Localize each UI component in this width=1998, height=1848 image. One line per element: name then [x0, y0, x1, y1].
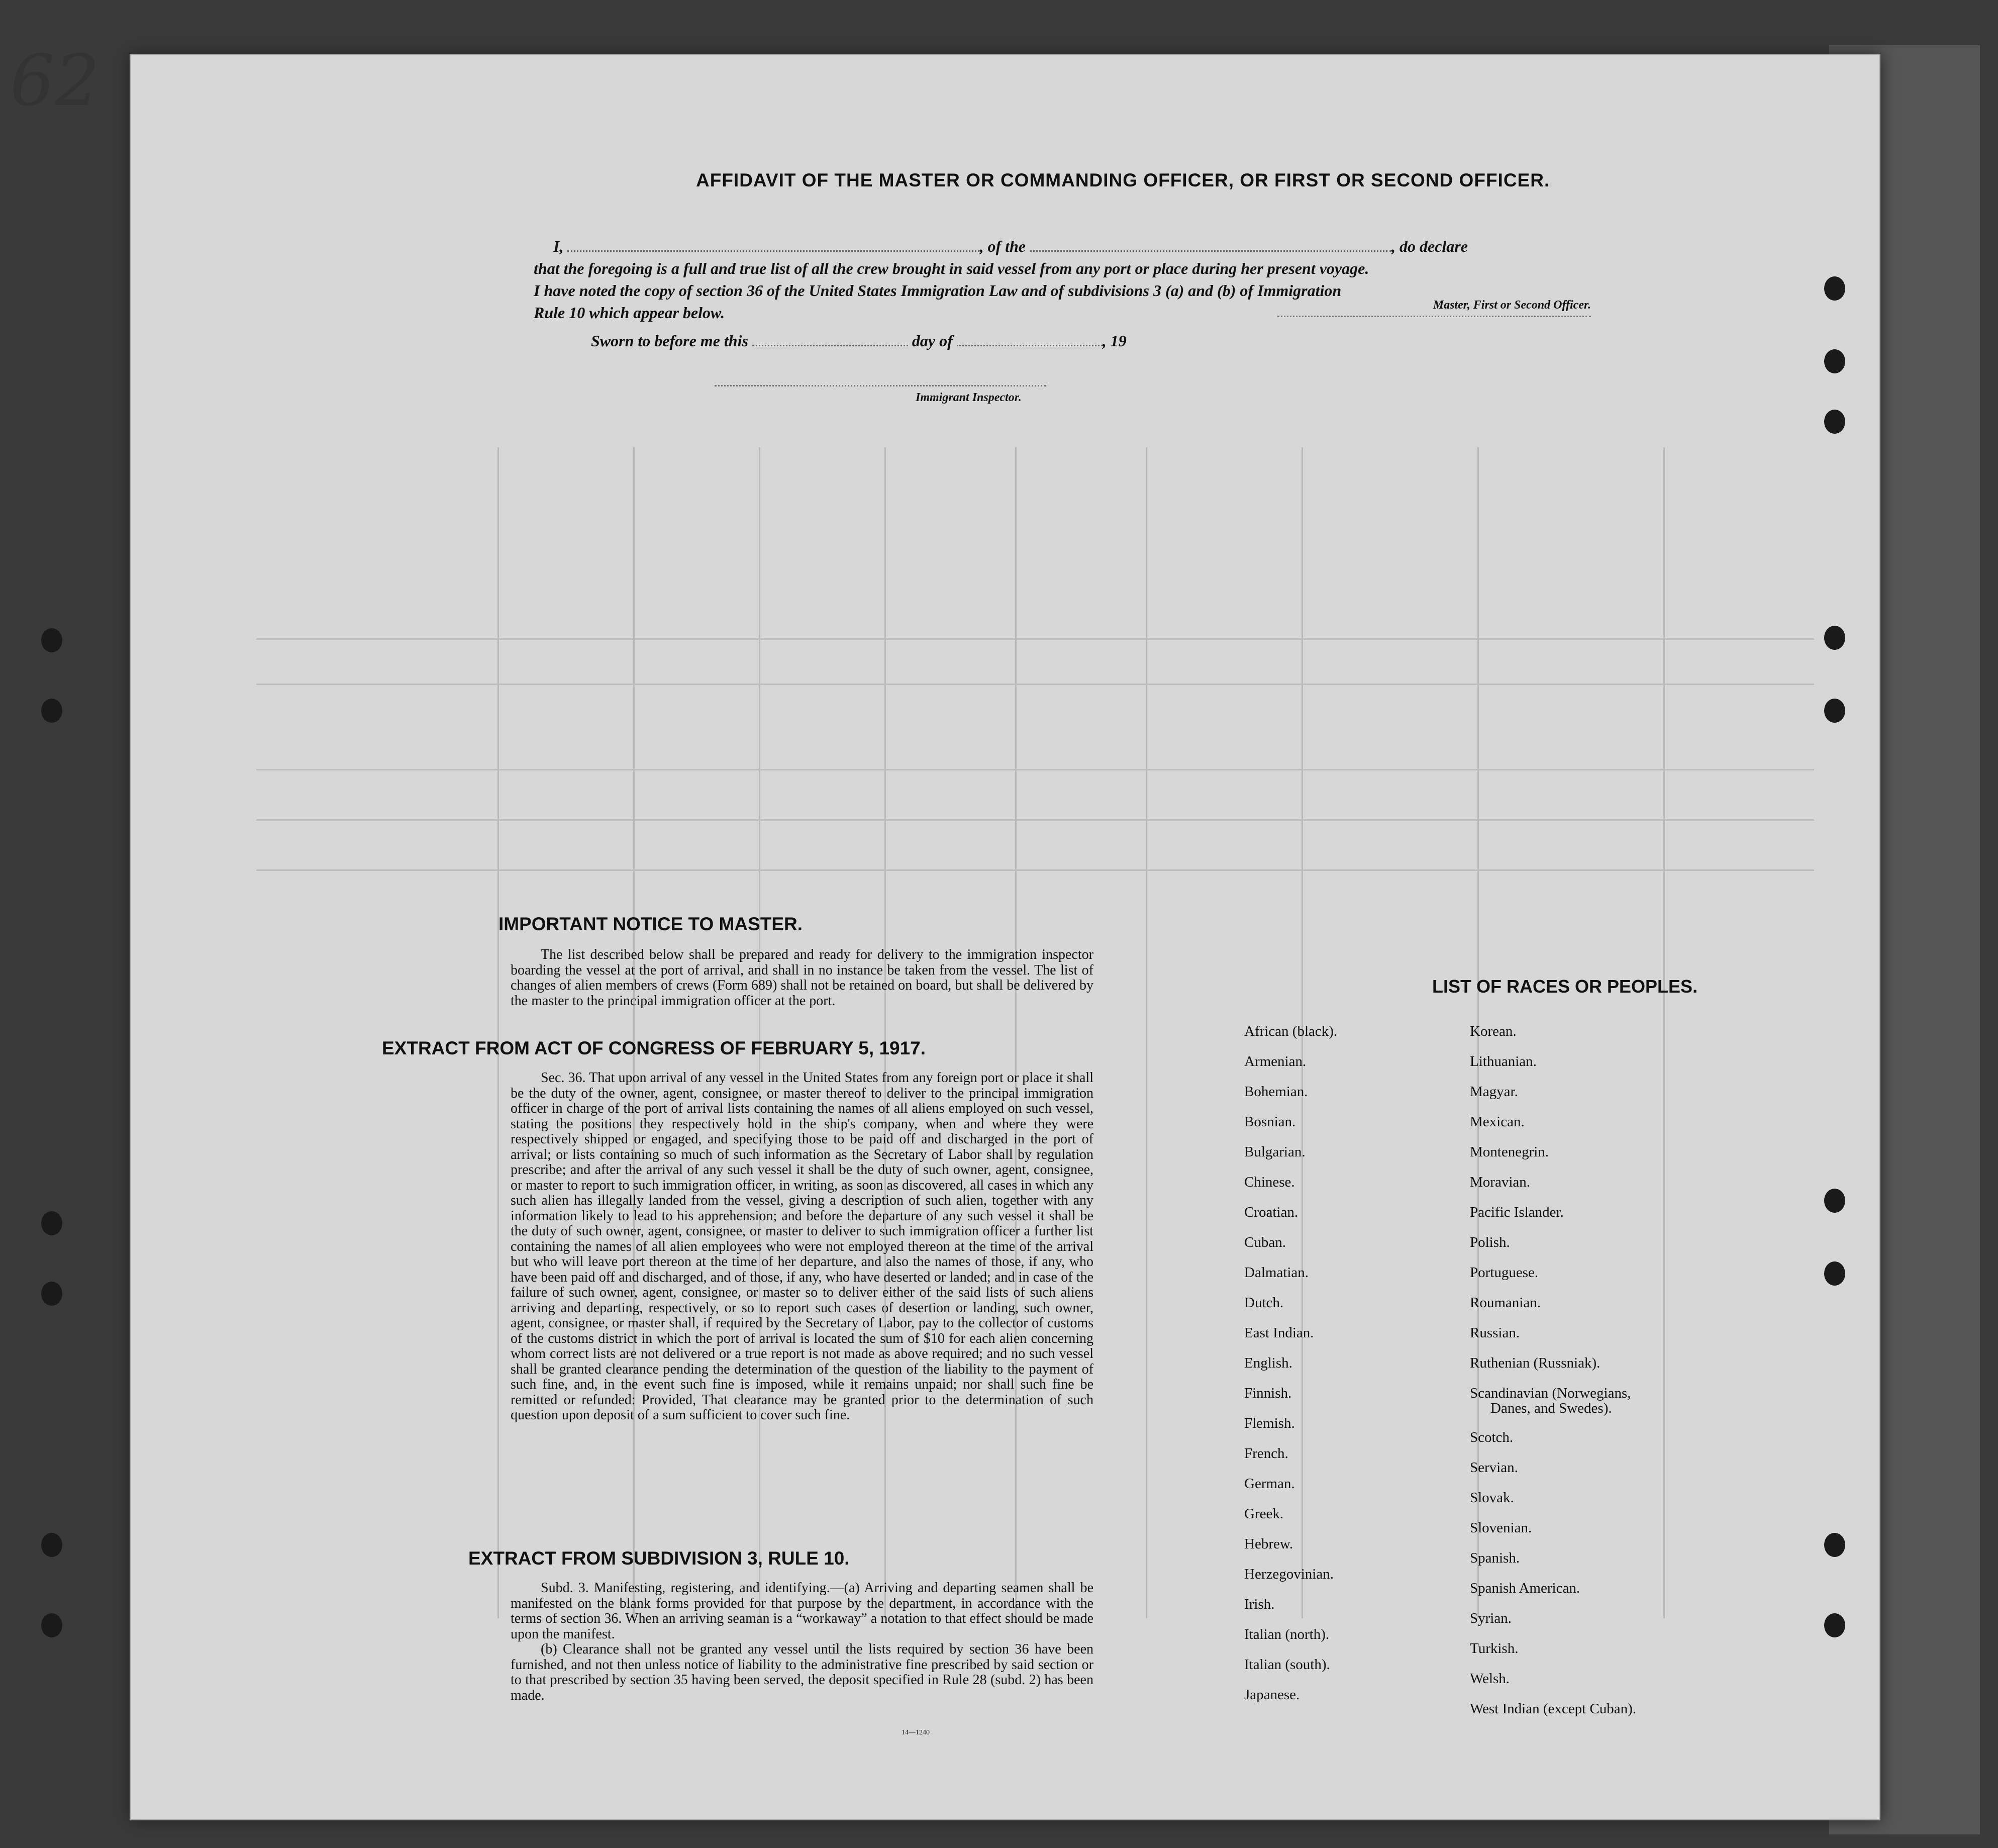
race-item: Lithuanian. [1470, 1053, 1537, 1069]
race-item: Armenian. [1244, 1053, 1307, 1069]
act-extract-title: EXTRACT FROM ACT OF CONGRESS OF FEBRUARY 5, 1917. [382, 1038, 926, 1058]
race-item: Bohemian. [1244, 1084, 1308, 1100]
race-item: Scandinavian (Norwegians, [1470, 1385, 1631, 1401]
ruled-line [1146, 447, 1147, 1618]
year-label: , 19 [1102, 332, 1127, 350]
race-item: Cuban. [1244, 1234, 1286, 1250]
inspector-label: Immigrant Inspector. [916, 391, 1022, 404]
affidavit-line-3: I have noted the copy of section 36 of the United States Immigration Law and of subdivisions 3 (a) and (b) of Immigration [534, 281, 1342, 300]
affidavit-line-1 [553, 237, 1468, 256]
day-of-label: day of [912, 332, 953, 350]
race-item: Servian. [1470, 1460, 1518, 1476]
race-item: Italian (south). [1244, 1657, 1330, 1673]
binder-hole-icon [41, 699, 62, 723]
race-item: Bulgarian. [1244, 1144, 1306, 1160]
do-declare-label: , do declare [1391, 237, 1468, 255]
ruled-line [256, 769, 1814, 770]
ruled-line [256, 684, 1814, 685]
race-item: Danes, and Swedes). [1490, 1400, 1612, 1416]
race-item: Irish. [1244, 1596, 1275, 1612]
race-item: Polish. [1470, 1234, 1510, 1250]
race-item: Chinese. [1244, 1174, 1295, 1190]
month-blank [957, 345, 1103, 346]
binder-hole-icon [41, 1613, 62, 1637]
ruled-line [497, 447, 499, 1618]
race-item: Mexican. [1470, 1114, 1525, 1130]
binder-hole-icon [1824, 1189, 1845, 1213]
rule-para-a: Subd. 3. Manifesting, registering, and identifying.—(a) Arriving and departing seamen shall be manifested on the blank forms provided for that purpose by the department, in accordance with the terms of section 36. When an arriving seaman is a “workaway” a notation to that effect should be made upon the manifest. [511, 1580, 1093, 1642]
race-item: Greek. [1244, 1506, 1284, 1522]
race-item: English. [1244, 1355, 1292, 1371]
name-blank [567, 250, 979, 252]
race-item: Pacific Islander. [1470, 1204, 1564, 1220]
race-item: Magyar. [1470, 1084, 1518, 1100]
notice-text: The list described below shall be prepared and ready for delivery to the immigration inspector boarding the vessel at the port of arrival, and shall in no instance be taken from the vessel. The list of changes of alien members of crews (Form 689) shall not be retained on board, but shall be delivered by the master to the principal immigration officer at the port. [511, 947, 1093, 1009]
i-label: I, [553, 237, 564, 255]
rule-para-b: (b) Clearance shall not be granted any vessel until the lists required by section 36 have been furnished, and not then unless notice of liability to the administrative fine prescribed by said section or to that prescribed by section 35 having been served, the deposit specified in Rule 28 (subd. 2) has been made. [511, 1641, 1093, 1703]
race-item: German. [1244, 1476, 1295, 1492]
race-item: Slovak. [1470, 1490, 1514, 1506]
manifest-page [130, 54, 1880, 1820]
sworn-label: Sworn to before me this [591, 332, 748, 350]
race-item: Korean. [1470, 1023, 1517, 1039]
ruled-line [759, 447, 760, 1618]
race-item: Roumanian. [1470, 1295, 1541, 1311]
ruled-line [256, 869, 1814, 871]
race-item: Russian. [1470, 1325, 1520, 1341]
race-item: Moravian. [1470, 1174, 1530, 1190]
race-item: Syrian. [1470, 1610, 1512, 1626]
race-item: Scotch. [1470, 1429, 1514, 1445]
ruled-line [1663, 447, 1665, 1618]
race-item: Flemish. [1244, 1415, 1295, 1431]
signature-label: Master, First or Second Officer. [1433, 299, 1591, 312]
ruled-line [884, 447, 886, 1618]
affidavit-title: AFFIDAVIT OF THE MASTER OR COMMANDING OFFICER, OR FIRST OR SECOND OFFICER. [696, 170, 1550, 190]
ruled-line [1015, 447, 1017, 1618]
vessel-blank [1030, 250, 1391, 252]
binder-hole-icon [1824, 1261, 1845, 1286]
binder-hole-icon [1824, 276, 1845, 301]
act-extract-text: Sec. 36. That upon arrival of any vessel in the United States from any foreign port or place it shall be the duty of the owner, agent, consignee, or master thereof to deliver to the principal immigration officer in charge of the port of arrival lists containing the names of all aliens employed on such vessel, stating the positions they respectively hold in the ship's company, when and where they were respectively shipped or engaged, and specifying those to be paid off and discharged in the port of arrival; or lists containing so much of such information as the Secretary of Labor shall by regulation prescribe; and after the arrival of any such vessel it shall be the duty of such owner, agent, consignee, or master to report to such immigration officer, in writing, as soon as discovered, all cases in which any such alien has illegally landed from the vessel, giving a description of such alien, together with any information likely to lead to his apprehension; and before the departure of any such vessel it shall be the duty of such owner, agent, consignee, or master to deliver to such immigration officer a further list containing the names of all alien employees who were not employed thereon at the time of the arrival but who will leave port thereon at the time of her departure, and also the names of those, if any, who have been paid off and discharged, and of those, if any, who have deserted or landed; and in case of the failure of such owner, agent, consignee, or master so to deliver either of the said lists of such aliens arriving and departing, respectively, or so to report such cases of desertion or landing, such owner, agent, consignee, or master shall, if required by the Secretary of Labor, pay to the collector of customs of the customs district in which the port of arrival is located the sum of $10 for each alien concerning whom correct lists are not delivered or a true report is not made as above required; and no such vessel shall be granted clearance pending the determination of the question of the liability to the payment of such fine, and, in the event such fine is imposed, while it remains unpaid; nor shall such fine be remitted or refunded: Provided, That clearance may be granted prior to the determination of such question upon deposit of a sum sufficient to cover such fine. [511, 1070, 1093, 1423]
race-item: Bosnian. [1244, 1114, 1296, 1130]
race-item: Portuguese. [1470, 1265, 1539, 1281]
races-title: LIST OF RACES OR PEOPLES. [1432, 976, 1698, 997]
affidavit-line-4: Rule 10 which appear below. [534, 304, 725, 322]
race-item: Spanish American. [1470, 1580, 1580, 1596]
race-item: Herzegovinian. [1244, 1566, 1334, 1582]
ruled-line [633, 447, 635, 1618]
race-item: East Indian. [1244, 1325, 1314, 1341]
race-item: Welsh. [1470, 1671, 1510, 1687]
inspector-blank [715, 383, 1046, 386]
binder-hole-icon [1824, 1533, 1845, 1557]
race-item: Ruthenian (Russniak). [1470, 1355, 1601, 1371]
binder-hole-icon [1824, 1613, 1845, 1637]
race-item: Dutch. [1244, 1295, 1284, 1311]
race-item: Finnish. [1244, 1385, 1292, 1401]
binder-hole-icon [1824, 410, 1845, 434]
race-item: Montenegrin. [1470, 1144, 1549, 1160]
race-item: French. [1244, 1445, 1288, 1462]
race-item: Croatian. [1244, 1204, 1298, 1220]
binder-hole-icon [41, 1282, 62, 1306]
ruled-line [256, 819, 1814, 821]
of-the-label: , of the [979, 237, 1026, 255]
notice-body [511, 947, 1093, 1009]
binder-hole-icon [41, 628, 62, 652]
handwritten-page-number: 62 [10, 40, 100, 122]
race-item: Italian (north). [1244, 1626, 1330, 1642]
race-item: Dalmatian. [1244, 1265, 1309, 1281]
day-blank [752, 345, 908, 346]
form-number: 14—1240 [902, 1729, 930, 1736]
rule-extract-title: EXTRACT FROM SUBDIVISION 3, RULE 10. [468, 1548, 850, 1569]
ruled-line [256, 638, 1814, 640]
race-item: Turkish. [1470, 1640, 1519, 1657]
binder-hole-icon [1824, 626, 1845, 650]
binder-hole-icon [41, 1533, 62, 1557]
rule-extract-body [511, 1581, 1093, 1703]
binder-hole-icon [1824, 349, 1845, 373]
binder-hole-icon [41, 1211, 62, 1235]
race-item: West Indian (except Cuban). [1470, 1701, 1637, 1717]
binder-hole-icon [1824, 699, 1845, 723]
act-extract-body [511, 1071, 1093, 1423]
race-item: African (black). [1244, 1023, 1338, 1039]
sworn-line [591, 332, 1127, 350]
race-item: Japanese. [1244, 1687, 1300, 1703]
affidavit-line-2: that the foregoing is a full and true list of all the crew brought in said vessel from any port or place during her present voyage. [534, 259, 1369, 277]
notice-title: IMPORTANT NOTICE TO MASTER. [498, 914, 803, 934]
race-item: Hebrew. [1244, 1536, 1293, 1552]
race-item: Spanish. [1470, 1550, 1520, 1566]
race-item: Slovenian. [1470, 1520, 1532, 1536]
